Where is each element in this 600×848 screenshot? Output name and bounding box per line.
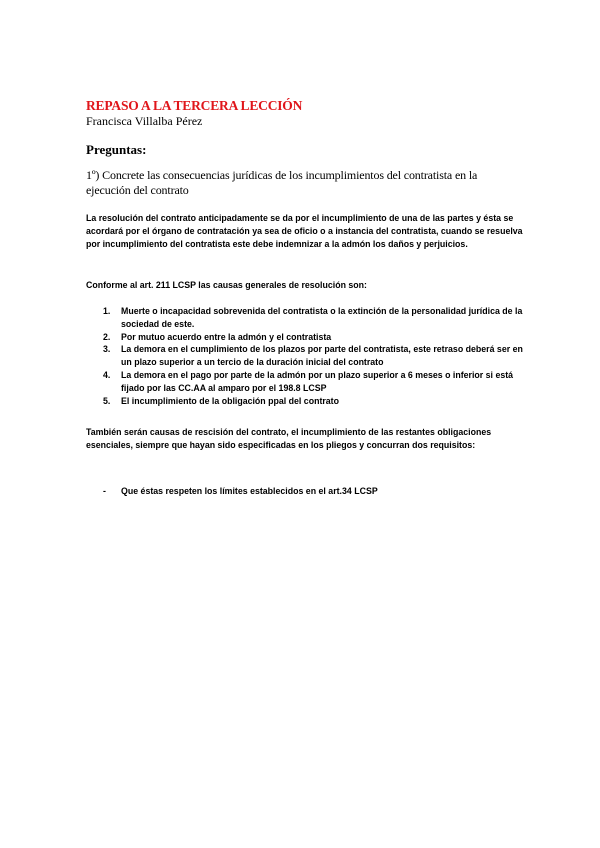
list-item-marker: - — [103, 486, 106, 496]
list-item-text: La demora en el pago por parte de la admón por un plazo superior a 6 meses o inferior si está fijado por las CC.AA al amparo por el 198.8 LCSP — [121, 369, 514, 393]
list-item — [86, 305, 526, 331]
list-item — [86, 395, 526, 408]
questions-heading: Preguntas: — [86, 142, 147, 157]
list-item-text: La demora en el cumplimiento de los plazos por parte del contratista, este retraso deberá ser en un plazo superior a un tercio de la duración inicial del contrato — [121, 344, 523, 368]
list-item — [86, 343, 526, 369]
requirements-list — [86, 485, 526, 498]
answer-paragraph-3: También serán causas de rescisión del contrato, el incumplimiento de las restantes obligaciones esenciales, siempre que hayan sido especificadas en los pliegos y concurran dos requisitos: — [86, 427, 492, 450]
list-item-number: 1. — [103, 306, 111, 316]
list-item — [86, 331, 526, 344]
list-item-text: Por mutuo acuerdo entre la admón y el contratista — [121, 331, 332, 342]
list-item — [86, 369, 526, 395]
list-item-number: 5. — [103, 395, 111, 406]
list-item — [86, 485, 526, 498]
list-item-number: 4. — [103, 369, 111, 380]
answer-paragraph-2: Conforme al art. 211 LCSP las causas generales de resolución son: — [86, 280, 367, 290]
document-title: REPASO A LA TERCERA LECCIÓN — [86, 98, 303, 113]
list-item-number: 2. — [103, 331, 111, 342]
author-name: Francisca Villalba Pérez — [86, 114, 203, 128]
list-item-text: El incumplimiento de la obligación ppal del contrato — [121, 395, 339, 406]
answer-paragraph-1: La resolución del contrato anticipadamente se da por el incumplimiento de una de las partes y ésta se acordará por el órgano de contratación ya sea de oficio o a instancia del contratista, cuando se resuelva por incumplimiento del contratista este debe indemnizar a la admón los daños y perjuicios. — [86, 213, 523, 249]
question-line-2: ejecución del contrato — [86, 183, 189, 197]
question-text — [86, 168, 526, 198]
list-item-text: Muerte o incapacidad sobrevenida del contratista o la extinción de la personalidad jurídica de la sociedad de este. — [121, 306, 523, 329]
list-item-text: Que éstas respeten los límites establecidos en el art.34 LCSP — [121, 486, 378, 496]
list-item-number: 3. — [103, 344, 111, 355]
question-line-1: 1º) Concrete las consecuencias jurídicas de los incumplimientos del contratista en la — [86, 168, 478, 182]
causes-list — [86, 305, 526, 407]
